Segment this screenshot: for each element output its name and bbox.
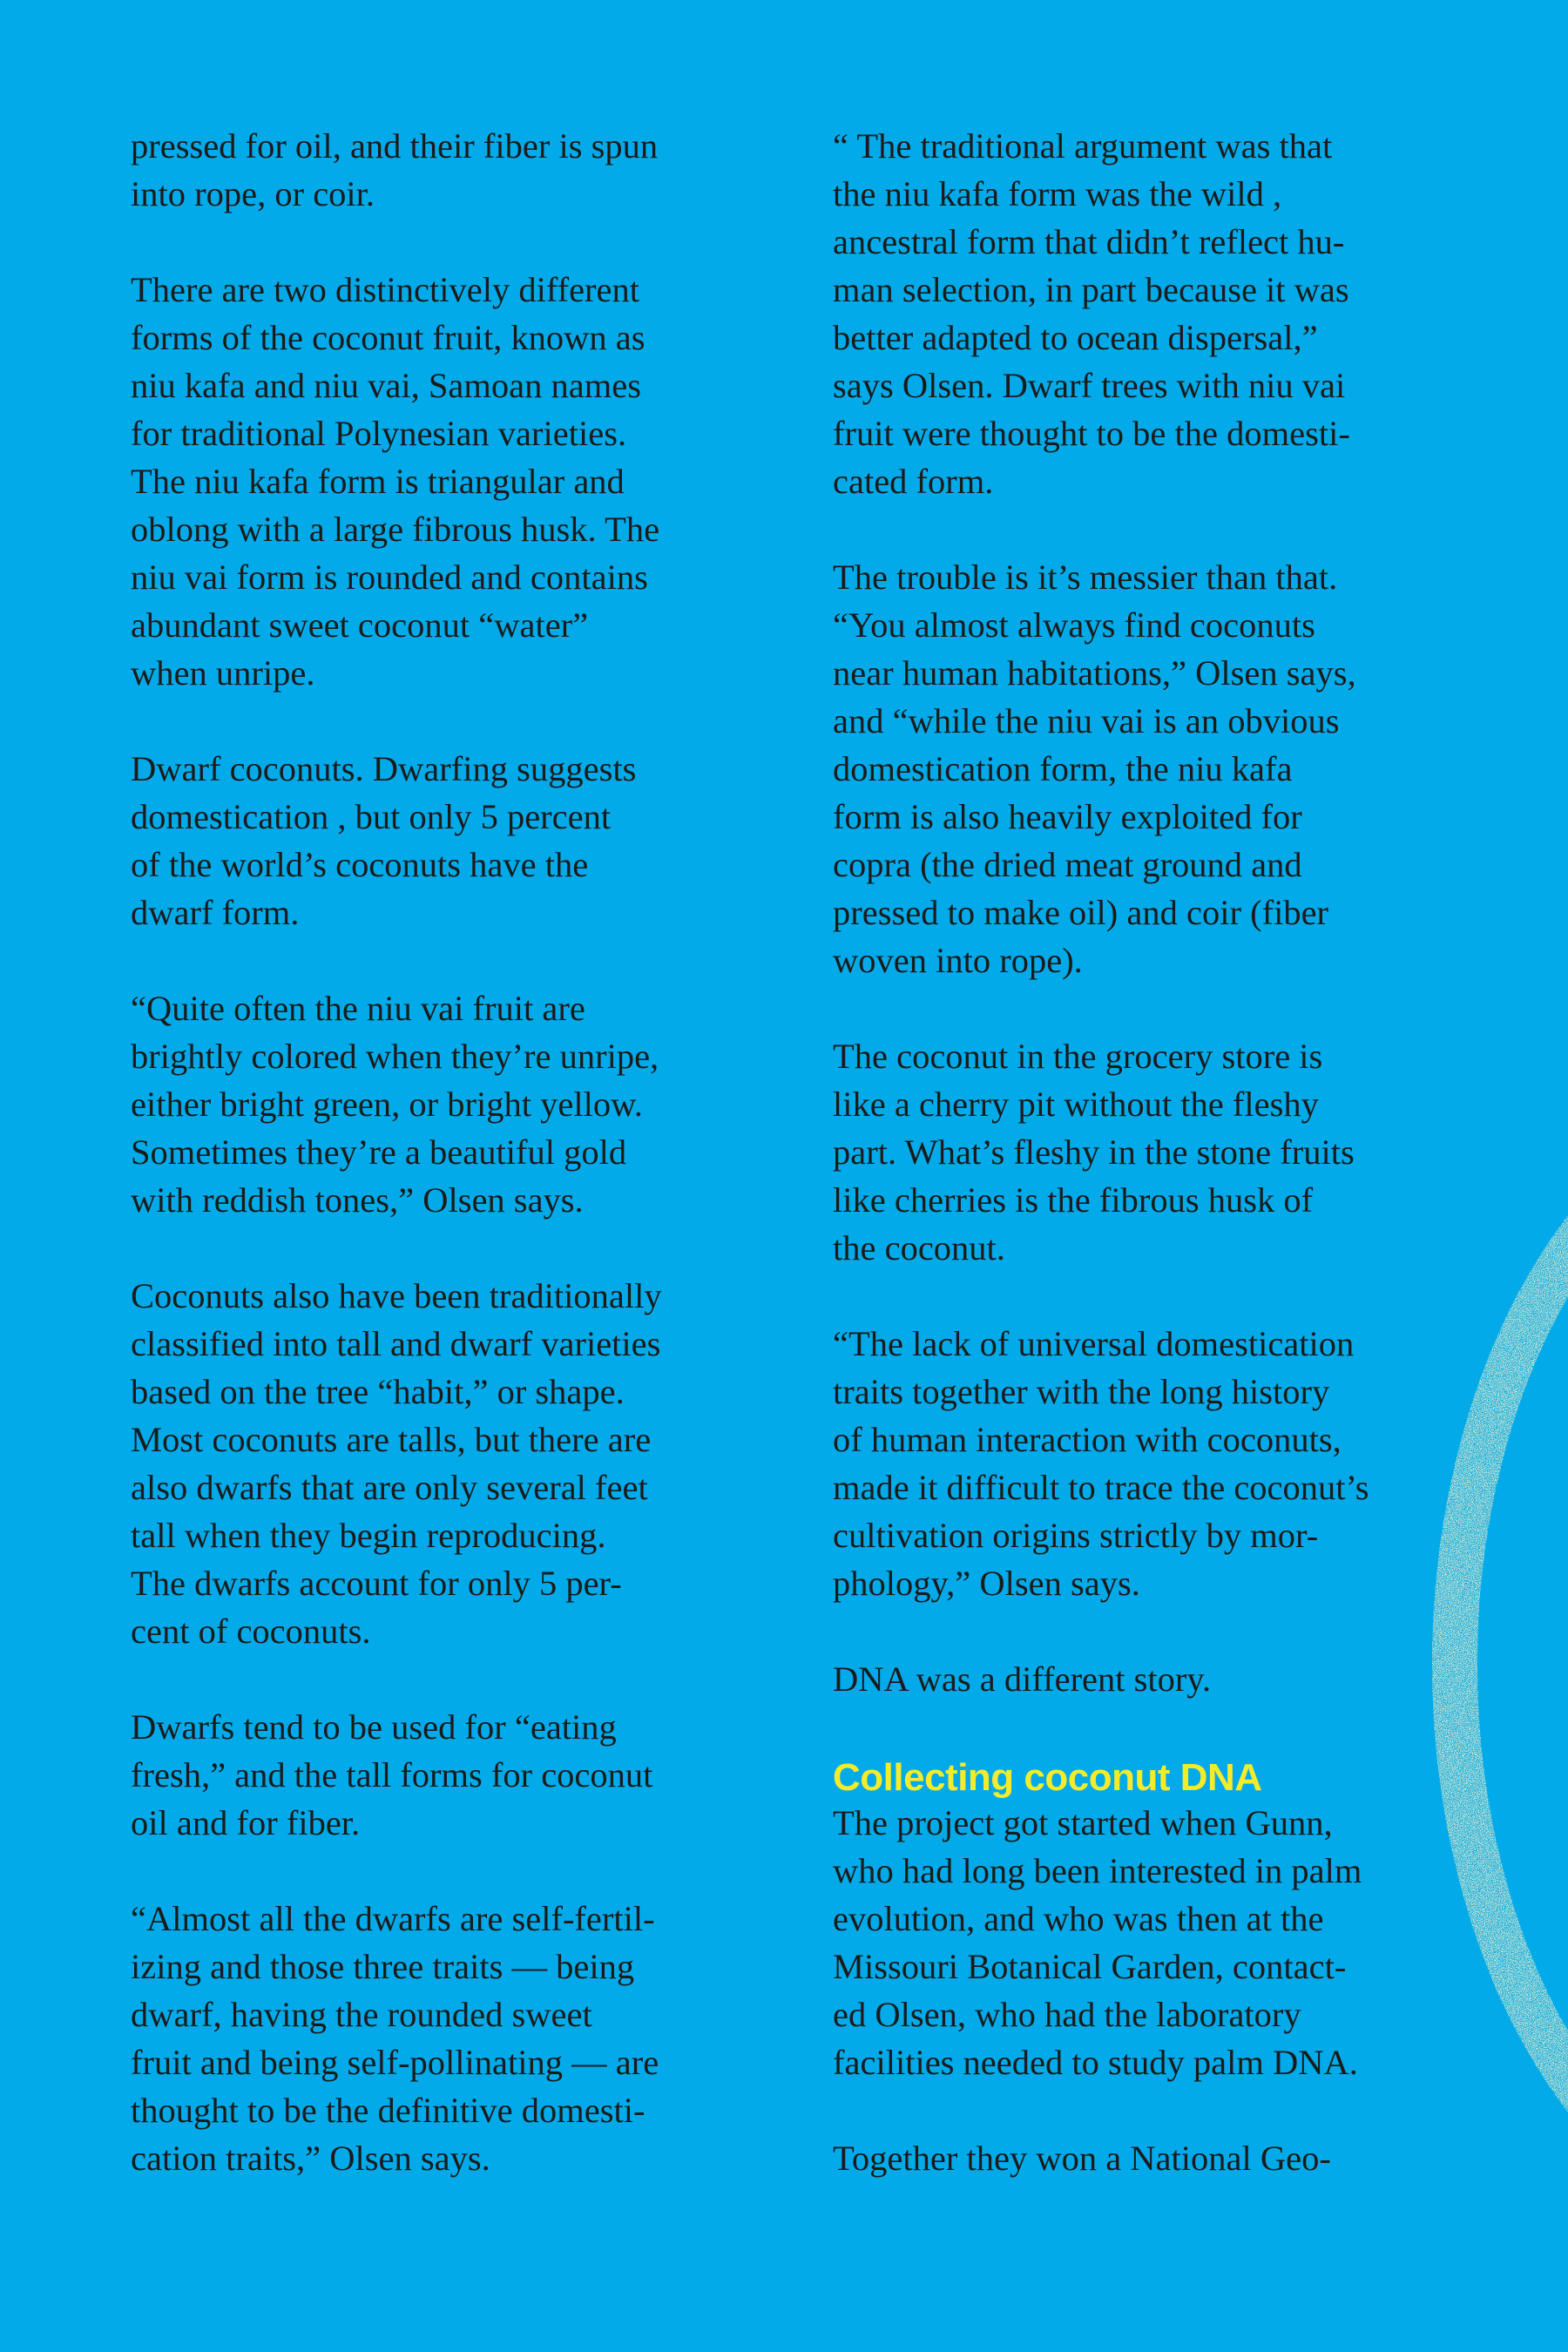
- text-line: cated form.: [833, 462, 994, 501]
- left-paragraph-2: [131, 266, 740, 697]
- text-line: pressed for oil, and their fiber is spun: [131, 126, 659, 166]
- text-line: and “while the niu vai is an obvious: [833, 701, 1340, 740]
- left-paragraph-5: [131, 1272, 740, 1655]
- text-line: phology,” Olsen says.: [833, 1564, 1140, 1603]
- left-paragraph-6: [131, 1703, 740, 1847]
- text-line: “Almost all the dwarfs are self-fertil-: [131, 1899, 655, 1938]
- text-line: fresh,” and the tall forms for coconut: [131, 1755, 653, 1794]
- text-line: the coconut.: [833, 1228, 1005, 1267]
- text-line: izing and those three traits — being: [131, 1947, 635, 1986]
- text-line: There are two distinctively different: [131, 270, 640, 309]
- text-line: forms of the coconut fruit, known as: [131, 318, 645, 357]
- text-line: based on the tree “habit,” or shape.: [131, 1372, 625, 1411]
- text-line: also dwarfs that are only several feet: [131, 1468, 648, 1507]
- text-line: Dwarf coconuts. Dwarfing suggests: [131, 749, 637, 788]
- text-line: niu vai form is rounded and contains: [131, 558, 648, 597]
- text-line: of human interaction with coconuts,: [833, 1420, 1342, 1459]
- text-line: fruit and being self-pollinating — are: [131, 2043, 659, 2082]
- text-line: brightly colored when they’re unripe,: [131, 1037, 659, 1076]
- text-line: who had long been interested in palm: [833, 1851, 1362, 1890]
- text-line: Together they won a National Geo-: [833, 2139, 1331, 2178]
- text-line: dwarf form.: [131, 893, 300, 932]
- text-line: into rope, or coir.: [131, 174, 375, 213]
- text-line: Coconuts also have been traditionally: [131, 1276, 662, 1315]
- text-line: near human habitations,” Olsen says,: [833, 653, 1356, 693]
- left-column: [131, 122, 740, 2230]
- text-line: Sometimes they’re a beautiful gold: [131, 1132, 627, 1172]
- text-line: “Quite often the niu vai fruit are: [131, 989, 585, 1028]
- text-line: domestication form, the niu kafa: [833, 749, 1293, 788]
- text-line: part. What’s fleshy in the stone fruits: [833, 1132, 1355, 1172]
- text-line: The coconut in the grocery store is: [833, 1037, 1323, 1076]
- text-line: woven into rope).: [833, 941, 1083, 980]
- text-line: The project got started when Gunn,: [833, 1803, 1333, 1842]
- text-line: cultivation origins strictly by mor-: [833, 1516, 1319, 1555]
- text-line: man selection, in part because it was: [833, 270, 1349, 309]
- text-line: oblong with a large fibrous husk. The: [131, 510, 660, 549]
- text-line: classified into tall and dwarf varieties: [131, 1324, 661, 1363]
- text-line: tall when they begin reproducing.: [131, 1516, 606, 1555]
- right-paragraph-3: [833, 1032, 1443, 1272]
- right-paragraph-5: [833, 1655, 1443, 1703]
- text-line: facilities needed to study palm DNA.: [833, 2043, 1358, 2082]
- text-line: Missouri Botanical Garden, contact-: [833, 1947, 1347, 1986]
- text-line: The niu kafa form is triangular and: [131, 462, 625, 501]
- text-line: Most coconuts are talls, but there are: [131, 1420, 652, 1459]
- text-line: ed Olsen, who had the laboratory: [833, 1995, 1301, 2034]
- right-paragraph-4: [833, 1320, 1443, 1607]
- text-line: ancestral form that didn’t reflect hu-: [833, 222, 1345, 261]
- text-line: copra (the dried meat ground and: [833, 845, 1302, 884]
- text-line: evolution, and who was then at the: [833, 1899, 1324, 1938]
- text-line: says Olsen. Dwarf trees with niu vai: [833, 366, 1346, 405]
- right-paragraph-1: [833, 122, 1443, 505]
- text-line: “ The traditional argument was that: [833, 126, 1333, 166]
- left-paragraph-1: [131, 122, 740, 218]
- text-line: made it difficult to trace the coconut’s: [833, 1468, 1369, 1507]
- text-line: of the world’s coconuts have the: [131, 845, 589, 884]
- text-line: for traditional Polynesian varieties.: [131, 414, 627, 453]
- section-heading: Collecting coconut DNA: [833, 1756, 1262, 1799]
- text-line: fruit were thought to be the domesti-: [833, 414, 1350, 453]
- text-line: abundant sweet coconut “water”: [131, 605, 589, 645]
- text-line: like cherries is the fibrous husk of: [833, 1180, 1314, 1220]
- text-line: pressed to make oil) and coir (fiber: [833, 893, 1329, 932]
- text-line: “You almost always find coconuts: [833, 605, 1315, 645]
- text-line: like a cherry pit without the fleshy: [833, 1085, 1319, 1124]
- text-line: either bright green, or bright yellow.: [131, 1085, 643, 1124]
- text-line: niu kafa and niu vai, Samoan names: [131, 366, 641, 405]
- left-paragraph-3: [131, 745, 740, 936]
- text-line: better adapted to ocean dispersal,”: [833, 318, 1318, 357]
- text-line: form is also heavily exploited for: [833, 797, 1302, 836]
- text-line: cent of coconuts.: [131, 1612, 371, 1651]
- text-line: The dwarfs account for only 5 per-: [131, 1564, 622, 1603]
- text-line: “The lack of universal domestication: [833, 1324, 1355, 1363]
- right-column: [833, 122, 1443, 2230]
- right-paragraph-2: [833, 553, 1443, 984]
- text-line: with reddish tones,” Olsen says.: [131, 1180, 584, 1220]
- text-line: Dwarfs tend to be used for “eating: [131, 1707, 617, 1747]
- text-line: traits together with the long history: [833, 1372, 1330, 1411]
- text-line: The trouble is it’s messier than that.: [833, 558, 1338, 597]
- right-paragraph-7: [833, 2134, 1443, 2182]
- text-line: dwarf, having the rounded sweet: [131, 1995, 592, 2034]
- text-line: cation traits,” Olsen says.: [131, 2139, 490, 2178]
- text-line: thought to be the definitive domesti-: [131, 2091, 645, 2130]
- text-line: domestication , but only 5 percent: [131, 797, 612, 836]
- text-line: when unripe.: [131, 653, 315, 693]
- text-line: the niu kafa form was the wild ,: [833, 174, 1282, 213]
- text-line: oil and for fiber.: [131, 1803, 361, 1842]
- right-paragraph-6: [833, 1799, 1443, 2086]
- left-paragraph-4: [131, 984, 740, 1224]
- text-line: DNA was a different story.: [833, 1659, 1212, 1699]
- left-paragraph-7: [131, 1895, 740, 2182]
